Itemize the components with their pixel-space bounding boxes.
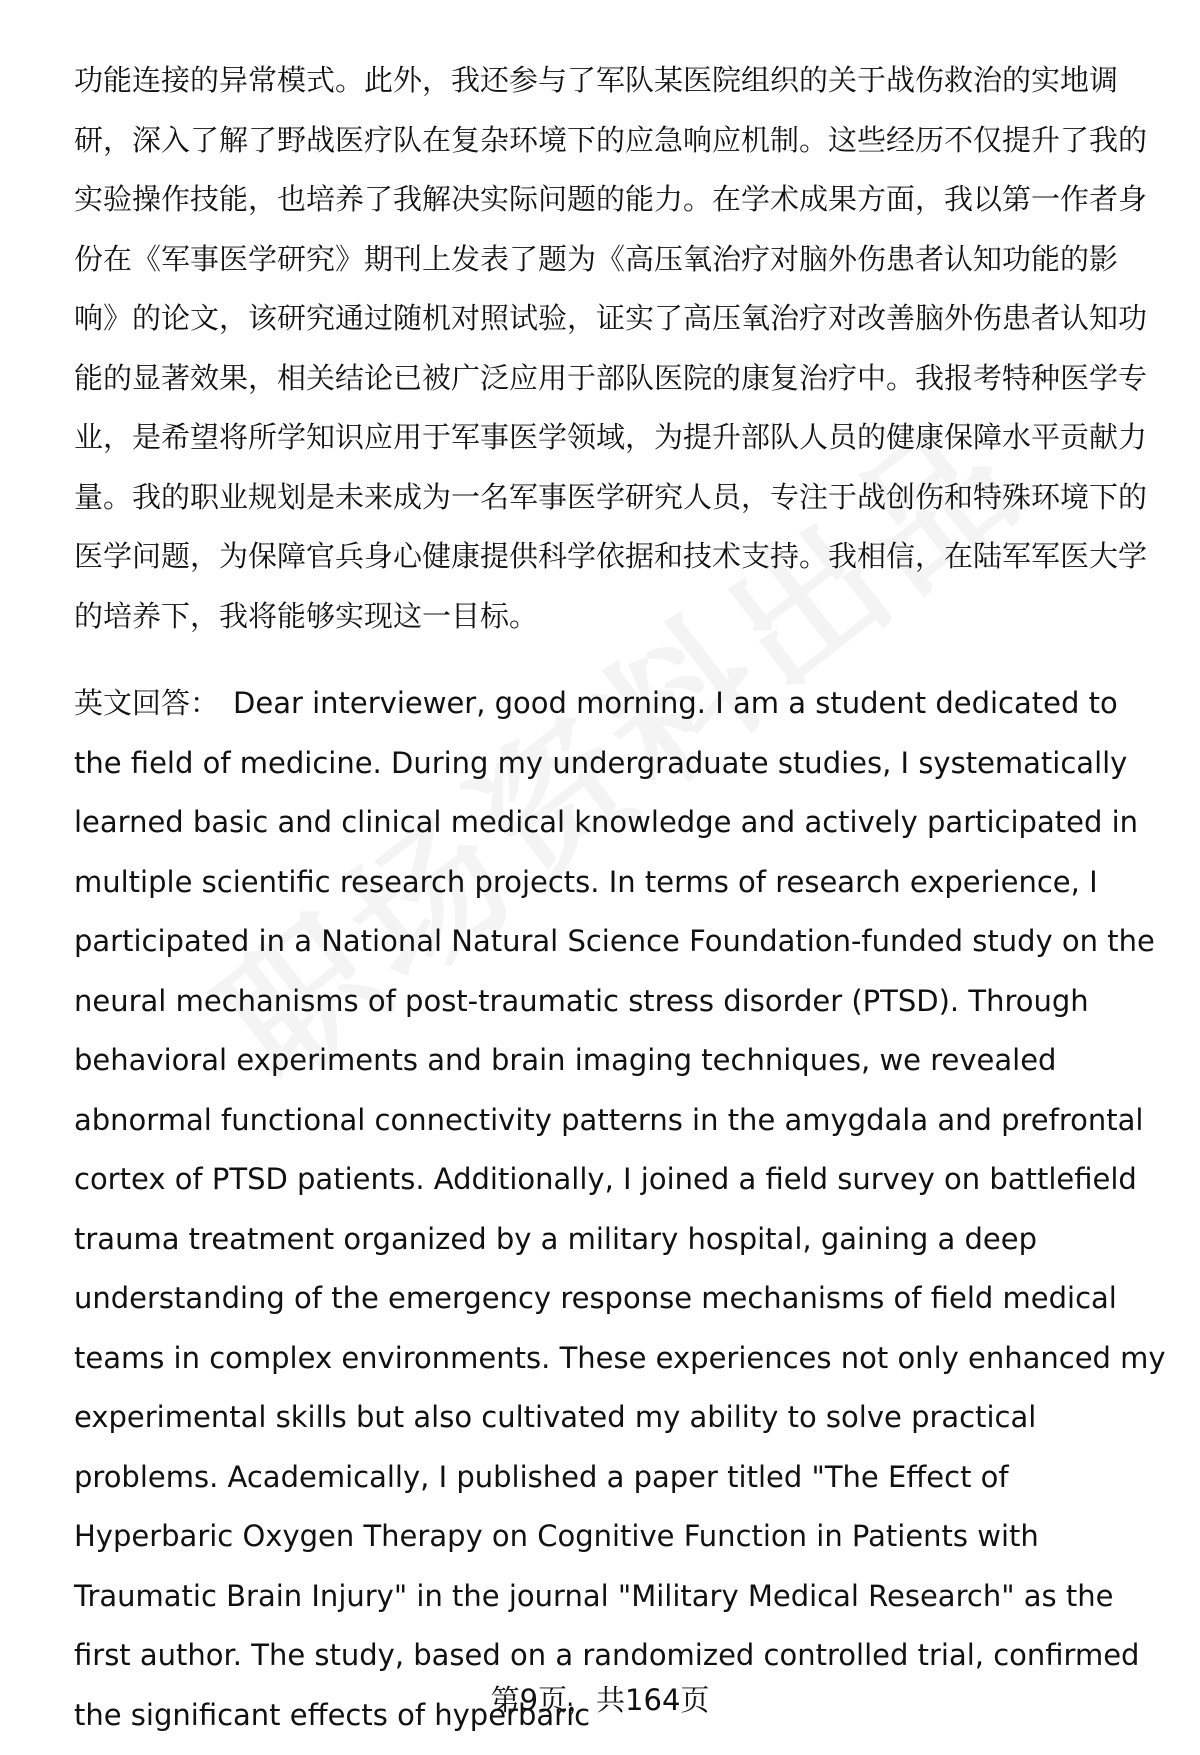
document-body [74,51,1166,1745]
english-answer-label: 英文回答： [74,686,220,720]
english-answer-text: Dear interviewer, good morning. I am a student dedicated to the field of medicine. During my undergraduate studies, I systematically learned basic and clinical medical knowledge and actively participated in multiple scientific research projects. In terms of research experience, I participated in a National Natural Science Foundation-funded study on the neural mechanisms of post-traumatic stress disorder (PTSD). Through behavioral experiments and brain imaging techniques, we revealed abnormal functional connectivity patterns in the amygdala and prefrontal cortex of PTSD patients. Additionally, I joined a field survey on battlefield trauma treatment organized by a military hospital, gaining a deep understanding of the emergency response mechanisms of field medical teams in complex environments. These experiences not only enhanced my experimental skills but also cultivated my ability to solve practical problems. Academically, I published a paper titled "The Effect of Hyperbaric Oxygen Therapy on Cognitive Function in Patients with Traumatic Brain Injury" in the journal "Military Medical Research" as the first author. The study, based on a randomized controlled trial, confirmed the significant effects of hyperbaric [74,686,1166,1732]
page-footer [0,1680,1200,1720]
chinese-paragraph: 功能连接的异常模式。此外，我还参与了军队某医院组织的关于战伤救治的实地调研，深入了解了野战医疗队在复杂环境下的应急响应机制。这些经历不仅提升了我的实验操作技能，也培养了我解决实际问题的能力。在学术成果方面，我以第一作者身份在《军事医学研究》期刊上发表了题为《高压氧治疗对脑外伤患者认知功能的影响》的论文，该研究通过随机对照试验，证实了高压氧治疗对改善脑外伤患者认知功能的显著效果，相关结论已被广泛应用于部队医院的康复治疗中。我报考特种医学专业，是希望将所学知识应用于军事医学领域，为提升部队人员的健康保障水平贡献力量。我的职业规划是未来成为一名军事医学研究人员，专注于战创伤和特殊环境下的医学问题，为保障官兵身心健康提供科学依据和技术支持。我相信，在陆军军医大学的培养下，我将能够实现这一目标。 [74,63,1148,633]
english-answer-paragraph [74,674,1166,1745]
page-number: 第9页，共164页 [490,1683,710,1717]
